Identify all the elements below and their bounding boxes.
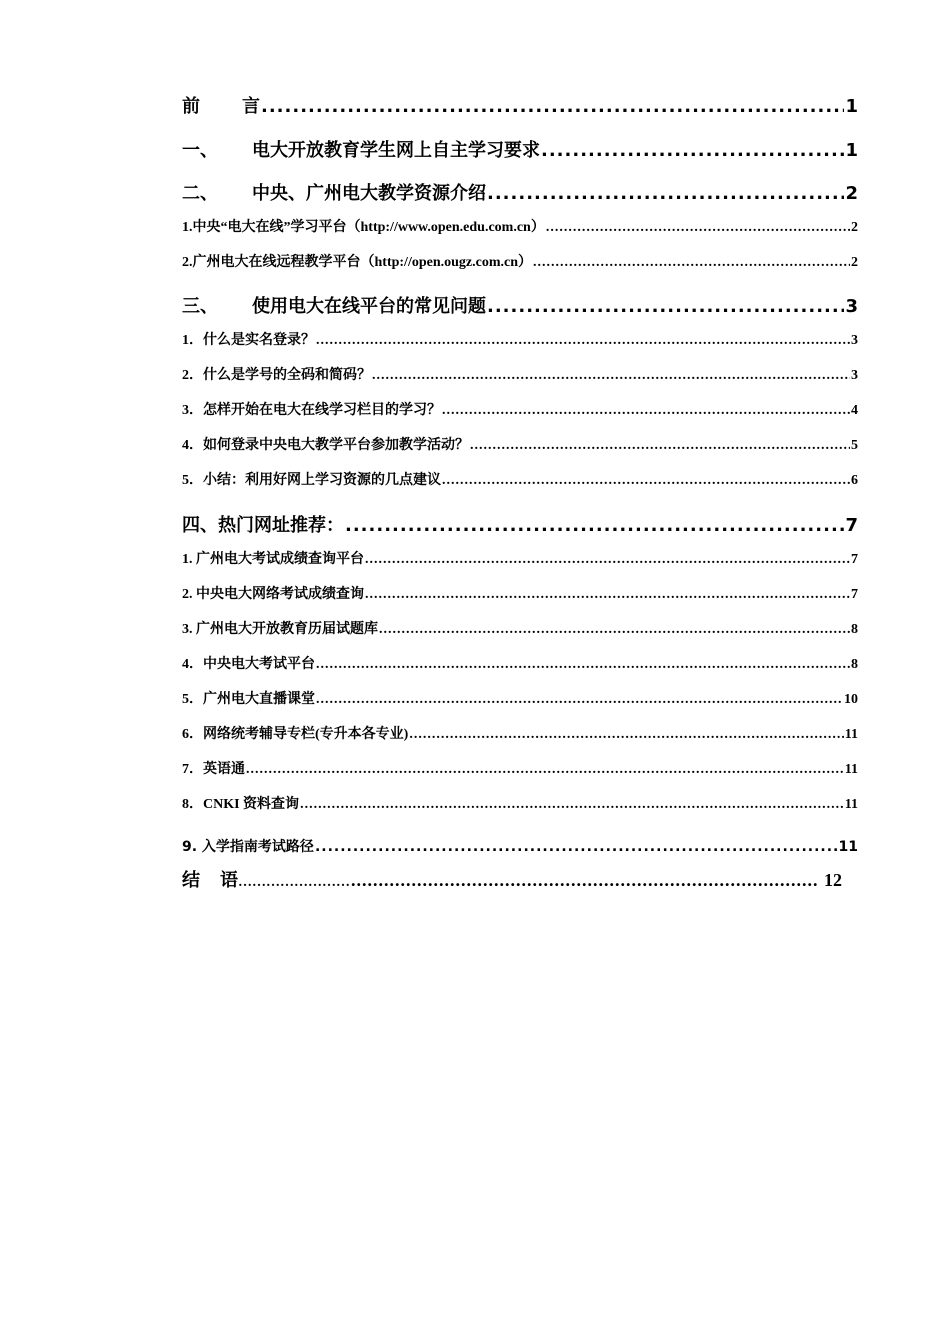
dot-leader [541,140,844,161]
entry-title: 3．怎样开始在电大在线学习栏目的学习？ [182,403,441,418]
page-number: 5 [851,438,858,453]
entry-title: 5．广州电大直播课堂 [182,692,315,707]
toc-entry-conclusion[interactable] [182,866,842,892]
dot-leader [246,762,844,778]
toc-entry-4-4[interactable] [182,653,858,673]
toc-entry-section-4[interactable] [182,511,858,537]
page-number: 4 [851,403,858,418]
toc-entry-4-6[interactable] [182,723,858,743]
dot-leader [365,587,850,603]
conclusion-dots: …………………… [238,875,350,890]
dot-leader [365,552,850,568]
dot-leader [487,296,844,317]
toc-entry-4-1[interactable] [182,548,858,568]
section-title: 四、热门网址推荐： [182,515,344,536]
page-number: 2 [851,220,858,235]
entry-title: 9. 入学指南考试路径 [182,839,314,855]
toc-entry-2-2[interactable] [182,251,858,271]
conclusion-label-b: 语 [220,870,238,890]
dot-leader [316,657,850,673]
dot-leader [315,839,838,855]
toc-entry-4-5[interactable] [182,688,858,708]
dot-leader [409,727,843,743]
toc-entry-section-2[interactable] [182,179,858,205]
dot-leader [487,183,844,204]
dot-leader [316,333,850,349]
entry-title: 2．什么是学号的全码和简码？ [182,368,371,383]
entry-title: 7．英语通 [182,762,245,777]
page-number: 3 [851,368,858,383]
page-number: 3 [851,333,858,348]
dot-leader [442,403,850,419]
toc-entry-2-1[interactable] [182,216,858,236]
dot-leader [379,622,850,638]
toc-entry-section-3[interactable] [182,292,858,318]
page-number: 11 [844,797,858,812]
page-number: 8 [851,622,858,637]
dot-leader [351,870,817,891]
conclusion-label-a: 结 [182,870,200,890]
dot-leader [546,220,850,236]
toc-entry-4-3[interactable] [182,618,858,638]
toc-entry-4-9[interactable] [182,836,858,856]
page-number: 3 [845,296,858,317]
section-title: 中央、广州电大教学资源介绍 [252,183,486,204]
page-number: 12 [824,870,842,890]
page-number: 10 [844,692,858,707]
page-number: 2 [845,183,858,204]
page-number: 6 [851,473,858,488]
toc-entry-3-2[interactable] [182,364,858,384]
entry-title: 3. 广州电大开放教育历届试题库 [182,622,378,637]
toc-entry-4-8[interactable] [182,793,858,813]
page-number: 7 [845,515,858,536]
section-number: 三、 [182,296,218,317]
section-number: 一、 [182,140,218,161]
toc-entry-3-5[interactable] [182,469,858,489]
entry-title: 6．网络统考辅导专栏(专升本各专业) [182,727,409,742]
section-title: 使用电大在线平台的常见问题 [252,296,486,317]
entry-title: 1．什么是实名登录？ [182,333,315,348]
entry-title: 4．如何登录中央电大教学平台参加教学活动？ [182,438,469,453]
entry-title: 2. 中央电大网络考试成绩查询 [182,587,364,602]
page-number: 1 [845,140,858,161]
toc-entry-3-1[interactable] [182,329,858,349]
dot-leader [345,515,844,536]
entry-title: 2.广州电大在线远程教学平台（http://open.ougz.com.cn） [182,255,532,270]
preface-label-b: 言 [242,96,260,117]
dot-leader [442,473,850,489]
dot-leader [372,368,850,384]
page-number: 7 [851,552,858,567]
dot-leader [470,438,850,454]
preface-label-a: 前 [182,96,200,117]
dot-leader [533,255,850,271]
entry-title: 4．中央电大考试平台 [182,657,315,672]
toc-entry-4-2[interactable] [182,583,858,603]
page-number: 7 [851,587,858,602]
entry-title: 5．小结：利用好网上学习资源的几点建议 [182,473,441,488]
toc-entry-section-1[interactable] [182,136,858,162]
entry-title: 1.中央“电大在线”学习平台（http://www.open.edu.com.cn） [182,220,545,235]
toc-entry-3-3[interactable] [182,399,858,419]
dot-leader [300,797,844,813]
page-number: 1 [845,96,858,117]
section-title: 电大开放教育学生网上自主学习要求 [252,140,540,161]
toc-entry-preface[interactable] [182,92,858,118]
entry-title: 8．CNKI 资料查询 [182,797,300,812]
toc-entry-4-7[interactable] [182,758,858,778]
section-number: 二、 [182,183,218,204]
dot-leader [316,692,843,708]
page-number: 11 [838,839,858,855]
page-number: 11 [844,762,858,777]
toc-entry-3-4[interactable] [182,434,858,454]
page-number: 2 [851,255,858,270]
entry-title: 1. 广州电大考试成绩查询平台 [182,552,364,567]
dot-leader [261,96,844,117]
page-number: 8 [851,657,858,672]
page-number: 11 [844,727,858,742]
